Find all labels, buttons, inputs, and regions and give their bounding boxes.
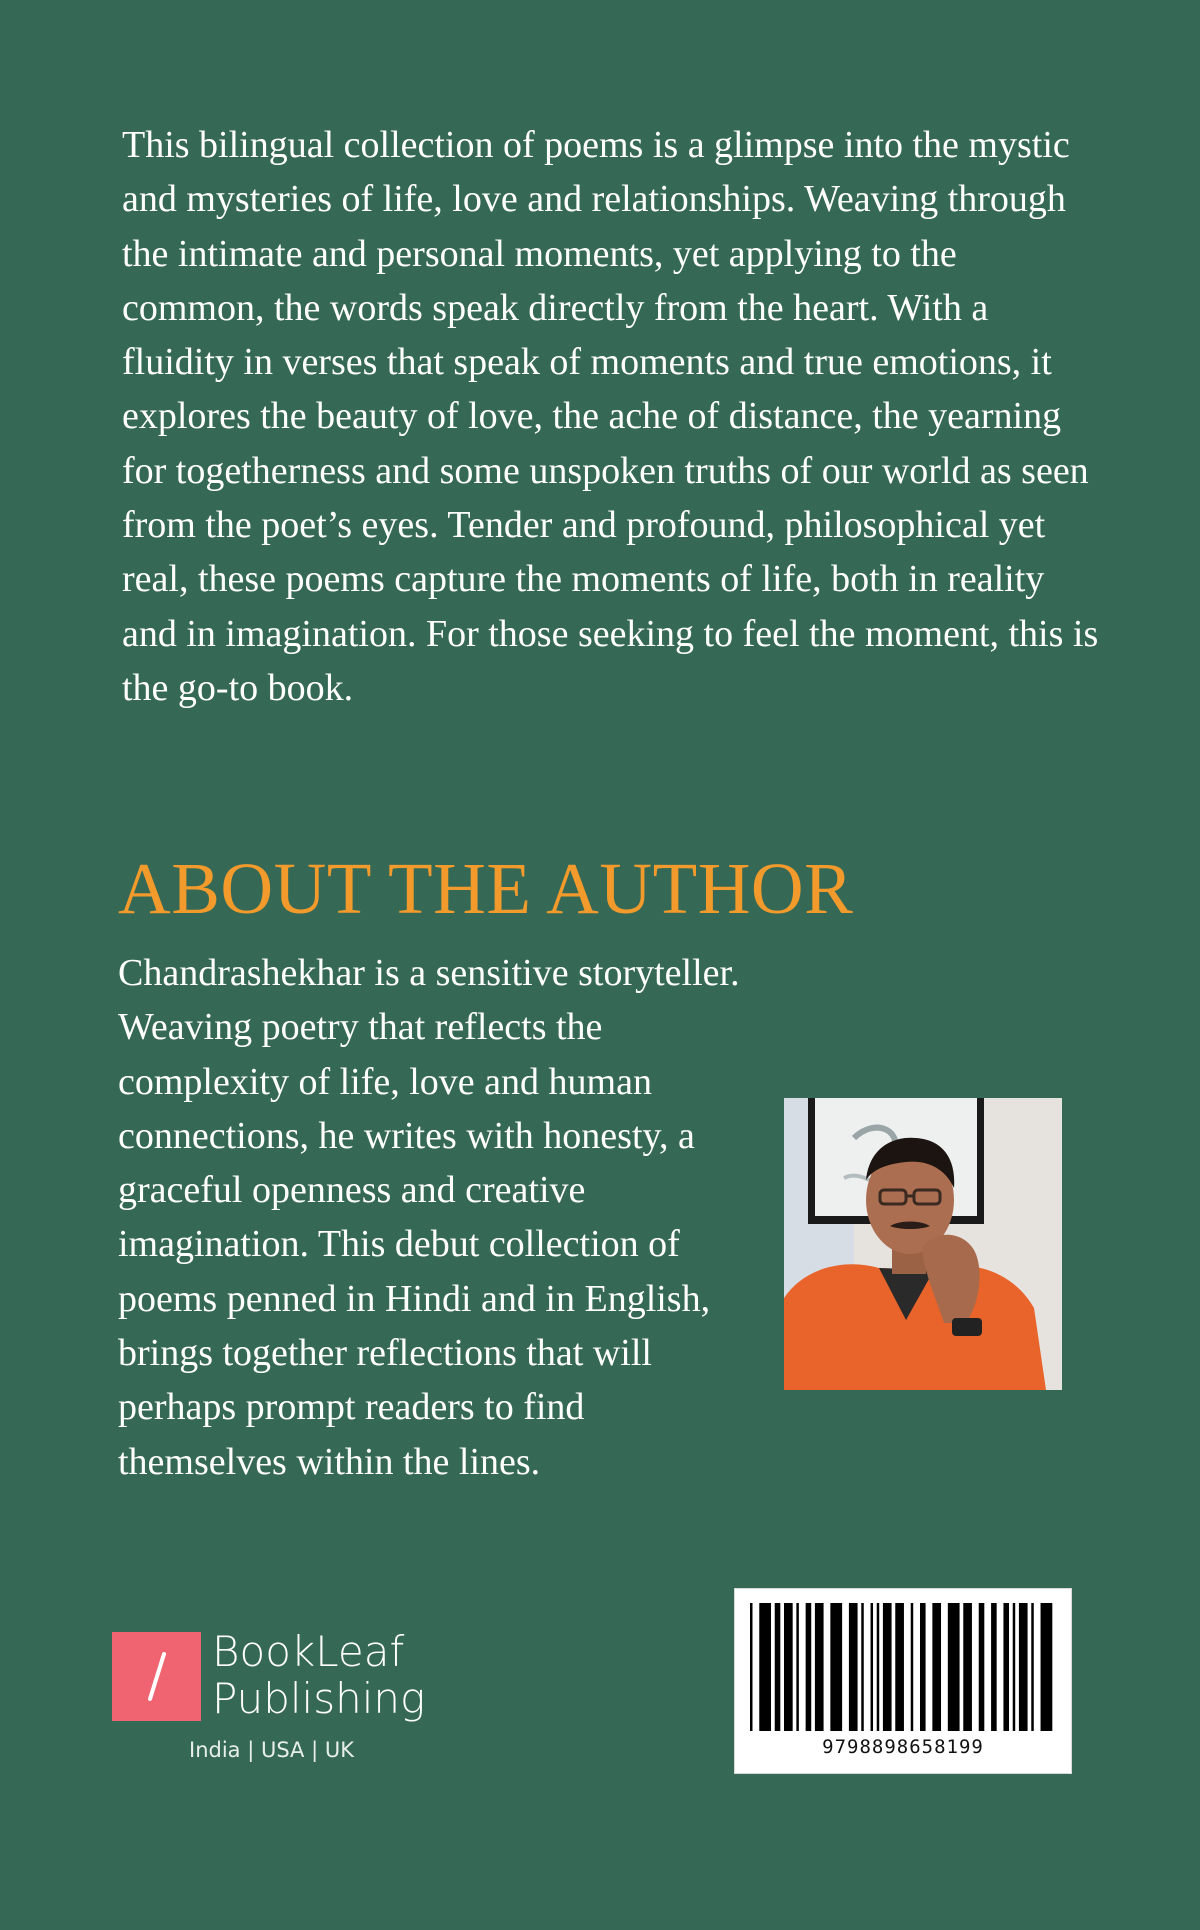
barcode-bar xyxy=(877,1603,879,1731)
barcode-bar xyxy=(932,1603,941,1731)
barcode-bar xyxy=(1041,1603,1053,1731)
barcode-bar xyxy=(759,1603,771,1731)
isbn-number: 9798898658199 xyxy=(822,1736,984,1758)
barcode-bar xyxy=(796,1603,798,1731)
barcode-bar xyxy=(1013,1603,1015,1731)
barcode-bar xyxy=(920,1603,926,1731)
barcode-bar xyxy=(849,1603,858,1731)
author-photo xyxy=(784,1098,1062,1390)
barcode-bar xyxy=(895,1603,904,1731)
about-author-heading: ABOUT THE AUTHOR xyxy=(118,848,854,929)
barcode-bar xyxy=(1019,1603,1028,1731)
barcode-bar xyxy=(750,1603,752,1731)
barcode-bar xyxy=(830,1603,842,1731)
barcode-bar xyxy=(871,1603,873,1731)
barcode-bar xyxy=(815,1603,824,1731)
isbn-barcode xyxy=(734,1588,1072,1774)
barcode-bar xyxy=(991,1603,997,1731)
barcode-bars xyxy=(750,1603,1056,1731)
publisher-name: BookLeaf Publishing xyxy=(212,1627,426,1723)
book-description: This bilingual collection of poems is a glimpse into the mystic and mysteries of life, love and relationships. Weaving through the intimate and personal moments, yet applying to the common, the words speak directly from the heart. With a fluidity in verses that speak of moments and true emotions, it explores the beauty of love, the ache of distance, the yearning for togetherness and some unspoken truths of our world as seen from the poet’s eyes. Tender and profound, philosophical yet real, these poems capture the moments of life, both in reality and in imagination. For those seeking to feel the moment, this is the go-to book. xyxy=(122,124,1099,709)
slash-icon xyxy=(112,1632,201,1721)
publisher-logo xyxy=(112,1628,452,1778)
author-bio: Chandrashekhar is a sensitive storyteller. Weaving poetry that reflects the complexity of life, love and human connections, he writes with honesty, a graceful openness and creative imagination. This debut collection of poems penned in Hindi and in English, brings together reflections that will perhaps prompt readers to find themselves within the lines. xyxy=(118,952,740,1483)
barcode-bar xyxy=(861,1603,863,1731)
barcode-bar xyxy=(1003,1603,1009,1731)
barcode-bar xyxy=(979,1603,985,1731)
barcode-bar xyxy=(883,1603,892,1731)
barcode-bar xyxy=(806,1603,812,1731)
barcode-bar xyxy=(1031,1603,1033,1731)
barcode-bar xyxy=(784,1603,793,1731)
barcode-bar xyxy=(911,1603,913,1731)
barcode-bar xyxy=(775,1603,781,1731)
barcode-bar xyxy=(948,1603,960,1731)
barcode-bar xyxy=(963,1603,972,1731)
publisher-regions: India | USA | UK xyxy=(189,1738,354,1762)
